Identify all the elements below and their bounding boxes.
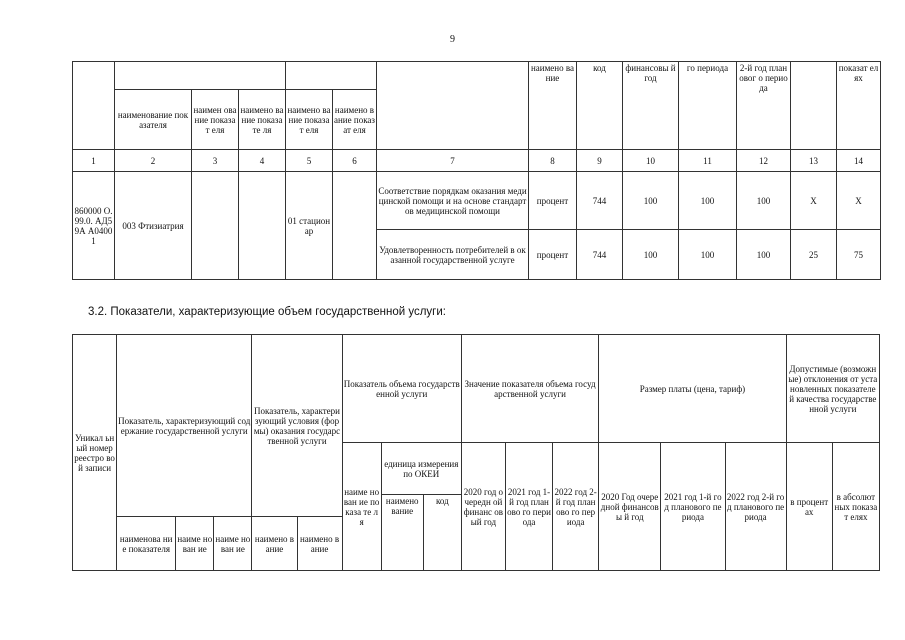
t1-header-blank: [286, 62, 377, 90]
t1-h-pct: [791, 62, 837, 150]
t2-h-content-3: наиме нован ие: [214, 517, 252, 571]
t1-colnum: 7: [377, 150, 529, 172]
t2-h-f2021: 2021 год 1-й год планового периода: [661, 443, 725, 571]
t1-h-unit-name: наимено вание: [529, 62, 577, 150]
t1-h-name: наимен ование показат еля: [192, 90, 239, 150]
t1-colnum: 4: [239, 150, 286, 172]
t1-condition: 01 стацион ар: [286, 172, 333, 280]
t1-empty: [333, 172, 377, 280]
t1-h-indicator-name: наименование показателя: [115, 90, 192, 150]
t2-h-dev-pct: в процент ах: [786, 443, 832, 571]
t1-colnum: 3: [192, 150, 239, 172]
t1-colnum: 8: [529, 150, 577, 172]
t2-h-fee: Размер платы (цена, тариф): [599, 335, 786, 443]
t1-colnum: 5: [286, 150, 333, 172]
t1-colnum: 11: [679, 150, 737, 172]
t1-colnum: 10: [623, 150, 679, 172]
t2-h-volume: Показатель объема государственной услуги: [342, 335, 461, 443]
t1-deviation: Х: [791, 172, 837, 230]
t2-h-cond-2: наимено вание: [297, 517, 342, 571]
t1-colnum: 9: [577, 150, 623, 172]
t2-h-f2022: 2022 год 2-й год планового периода: [725, 443, 786, 571]
t2-h-unit-name: наимено вание: [381, 495, 423, 571]
t1-h-period: го периода: [679, 62, 737, 150]
t1-value: 100: [737, 230, 791, 280]
page-number: 9: [450, 34, 455, 45]
t2-h-unique-number: Уникал ьный номер реестро вой записи: [73, 335, 117, 571]
t1-colnum: 13: [791, 150, 837, 172]
t1-unit: процент: [529, 230, 577, 280]
t1-h-abs: показат елях: [837, 62, 881, 150]
t1-unit: процент: [529, 172, 577, 230]
t2-h-content-1: наименова ние показателя: [117, 517, 176, 571]
t1-colnum: 12: [737, 150, 791, 172]
t1-code: 744: [577, 230, 623, 280]
t1-empty: [192, 172, 239, 280]
t2-h-value: Значение показателя объема государственной услуги: [461, 335, 598, 443]
t2-h-vol-name: наиме нован ие показа те ля: [342, 443, 381, 571]
t2-h-cond-1: наимено вание: [252, 517, 297, 571]
t1-header-blank: [377, 62, 529, 150]
section-title: 3.2. Показатели, характеризующие объем государственной услуги:: [88, 306, 446, 318]
t2-h-conditions: Показатель, характеризующий условия (формы) оказания государственной услуги: [252, 335, 342, 517]
t1-deviation: Х: [837, 172, 881, 230]
t1-h-code: код: [577, 62, 623, 150]
t2-h-unit: единица измерения по ОКЕИ: [381, 443, 461, 495]
t2-h-unit-code: код: [423, 495, 461, 571]
t1-h-fin-year: финансовы й год: [623, 62, 679, 150]
t1-code: 744: [577, 172, 623, 230]
quality-indicators-table: [72, 61, 881, 280]
t1-header-blank: [73, 62, 115, 150]
t1-value: 100: [623, 172, 679, 230]
t1-indicator-name: Соответствие порядкам оказания медицинской помощи и на основе стандартов медицинской помощи: [377, 172, 529, 230]
t1-deviation: 25: [791, 230, 837, 280]
t1-value: 100: [737, 172, 791, 230]
t2-h-v2022: 2022 год 2-й год планово го периода: [553, 443, 599, 571]
t1-deviation: 75: [837, 230, 881, 280]
t2-h-v2021: 2021 год 1-й год планово го периода: [505, 443, 552, 571]
t2-h-content-2: наиме нован ие: [176, 517, 214, 571]
t1-indicator-name: Удовлетворенность потребителей в оказанной государственной услуге: [377, 230, 529, 280]
t2-h-deviation: Допустимые (возможные) отклонения от установленных показателей качества государственной услуги: [786, 335, 879, 443]
t1-value: 100: [679, 230, 737, 280]
t2-h-f2020: 2020 Год очередной финансовы й год: [599, 443, 661, 571]
t2-h-dev-abs: в абсолют ных показат елях: [832, 443, 879, 571]
t1-colnum: 14: [837, 150, 881, 172]
t1-h-name: наимено вание показат еля: [333, 90, 377, 150]
t1-header-blank: [115, 62, 286, 90]
t1-h-name: наимено вание показате ля: [239, 90, 286, 150]
t1-empty: [239, 172, 286, 280]
t1-colnum: 6: [333, 150, 377, 172]
t2-h-content: Показатель, характеризующий содержание государственной услуги: [117, 335, 252, 517]
t1-profile: 003 Фтизиатрия: [115, 172, 192, 280]
t2-h-v2020: 2020 год очередн ой финанс овый год: [461, 443, 505, 571]
t1-colnum: 2: [115, 150, 192, 172]
t1-h-2nd-year: 2-й год плановог о периода: [737, 62, 791, 150]
t1-registry-code: 860000 О.99.0. АД59А А04001: [73, 172, 115, 280]
volume-indicators-table: [72, 334, 880, 571]
t1-colnum: 1: [73, 150, 115, 172]
t1-value: 100: [623, 230, 679, 280]
t1-value: 100: [679, 172, 737, 230]
t1-h-name: наимено вание показат еля: [286, 90, 333, 150]
